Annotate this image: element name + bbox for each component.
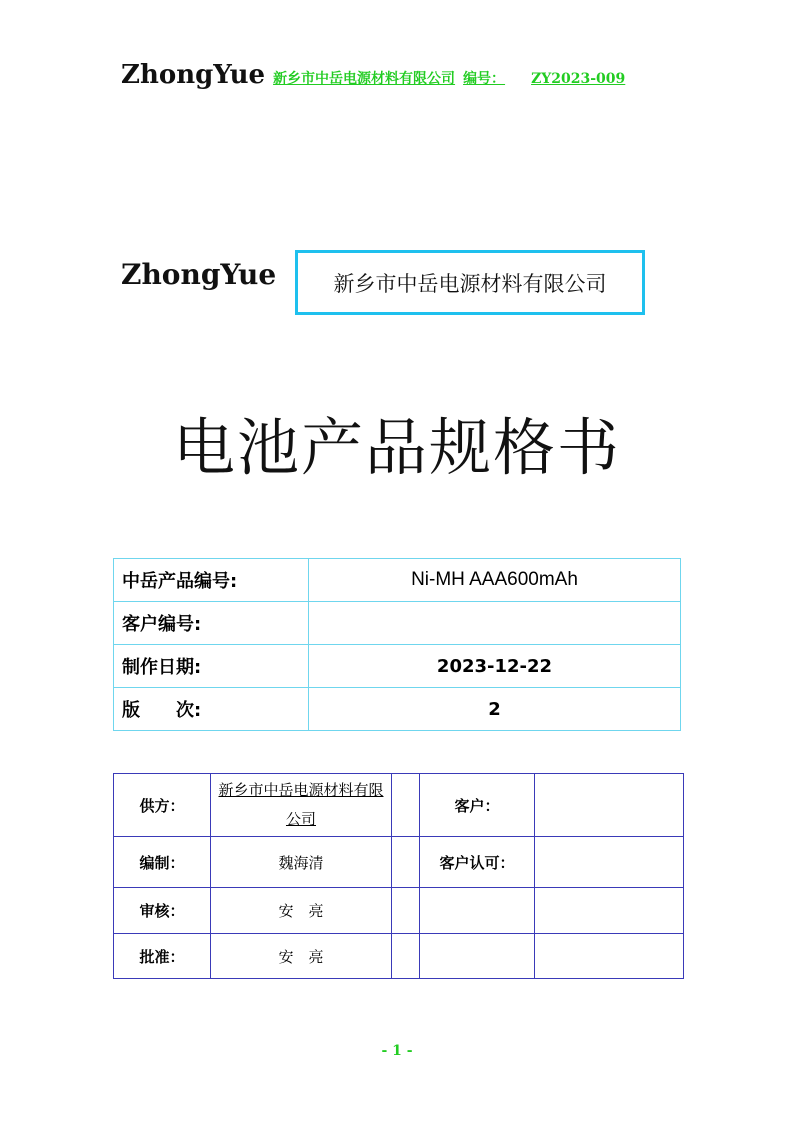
spacer-cell (392, 888, 420, 934)
product-info-table (113, 558, 681, 731)
version-value: 2 (309, 688, 681, 731)
page-header (121, 60, 625, 90)
spacer-cell (392, 934, 420, 979)
table-row (114, 688, 681, 731)
page-number: - 1 - (381, 1043, 413, 1059)
document-title: 电池产品规格书 (172, 411, 621, 484)
version-label: 版 次: (114, 688, 309, 731)
customer-approval-value (535, 837, 684, 888)
product-number-value: Ni-MH AAA600mAh (309, 559, 681, 602)
signature-table (113, 773, 684, 979)
prepared-by-value: 魏海清 (211, 837, 392, 888)
table-row (114, 774, 684, 837)
reviewed-by-label: 审核： (114, 888, 211, 934)
header-brand: ZhongYue (121, 60, 266, 90)
header-document-code: ZY2023-009 (531, 71, 626, 87)
cover-brand: ZhongYue (121, 258, 277, 291)
prepared-by-label: 编制： (114, 837, 211, 888)
customer-approval-label: 客户认可： (420, 837, 535, 888)
header-company-name: 新乡市中岳电源材料有限公司 (273, 71, 456, 87)
reviewed-by-value: 安 亮 (211, 888, 392, 934)
table-row (114, 559, 681, 602)
supplier-value-cell (211, 774, 392, 837)
supplier-label: 供方： (114, 774, 211, 837)
table-row (114, 645, 681, 688)
empty-cell (535, 888, 684, 934)
cover-company-box: 新乡市中岳电源材料有限公司 (295, 250, 645, 315)
table-row (114, 602, 681, 645)
empty-cell (535, 934, 684, 979)
customer-label: 客户： (420, 774, 535, 837)
product-number-label: 中岳产品编号: (114, 559, 309, 602)
header-code-label: 编号： (463, 71, 506, 87)
spacer-cell (392, 837, 420, 888)
approved-by-label: 批准： (114, 934, 211, 979)
table-row (114, 888, 684, 934)
approved-by-value: 安 亮 (211, 934, 392, 979)
production-date-value: 2023-12-22 (309, 645, 681, 688)
table-row (114, 934, 684, 979)
empty-cell (420, 934, 535, 979)
production-date-label: 制作日期: (114, 645, 309, 688)
customer-value (535, 774, 684, 837)
empty-cell (420, 888, 535, 934)
table-row (114, 837, 684, 888)
customer-number-label: 客户编号: (114, 602, 309, 645)
spacer-cell (392, 774, 420, 837)
supplier-value: 新乡市中岳电源材料有限公司 (218, 781, 384, 828)
customer-number-value (309, 602, 681, 645)
